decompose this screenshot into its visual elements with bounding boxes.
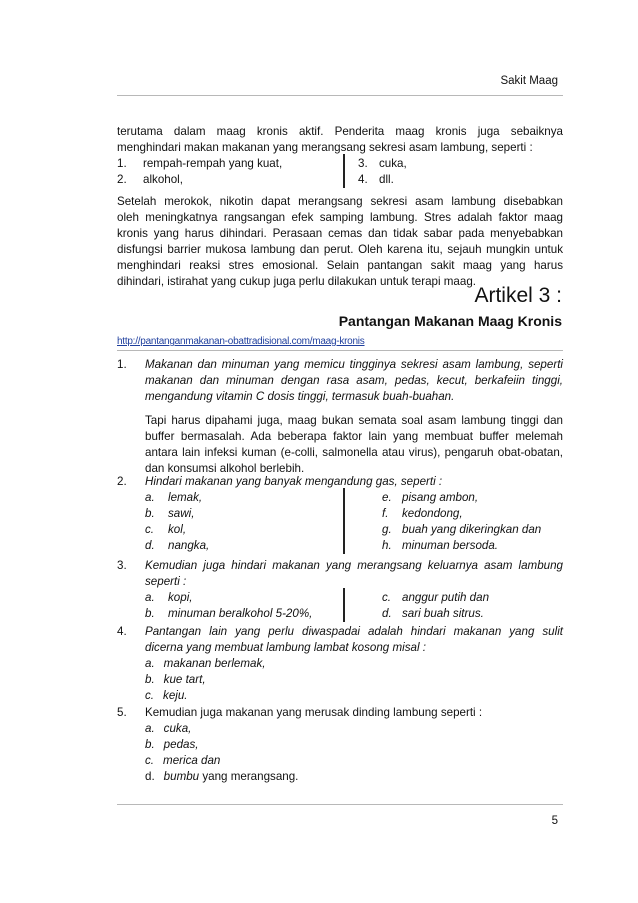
paragraph-line: disfungsi barrier mukosa lambung dan perut. Oleh karena itu, sejauh mungkin untuk <box>117 243 563 256</box>
item-note-line: dan konsumsi alkohol berlebih. <box>145 462 305 475</box>
sub-label: c. <box>145 754 155 767</box>
item-number: 3. <box>117 559 127 572</box>
article-subtitle: Pantangan Makanan Maag Kronis <box>338 313 562 329</box>
item-number: 2. <box>117 475 127 488</box>
sub-label: a. <box>145 591 155 604</box>
item-number: 4. <box>117 625 127 638</box>
column-divider <box>343 488 345 554</box>
sub-text: cuka, <box>163 722 192 735</box>
item-line: Kemudian juga hindari makanan yang merangsang keluarnya asam lambung <box>145 559 563 572</box>
item-number: 5. <box>117 706 127 719</box>
intro-item-text: cuka, <box>379 157 407 170</box>
paragraph-line: oleh meningkatnya rangsangan efek samping lambung. Stres adalah faktor maag <box>117 211 563 224</box>
intro-line-1: terutama dalam maag kronis aktif. Penderita maag kronis juga sebaiknya <box>117 125 563 138</box>
sub-text: nangka, <box>168 539 210 552</box>
paragraph-line: Setelah merokok, nikotin dapat merangsang sekresi asam lambung disebabkan <box>117 195 563 208</box>
item-intro: Hindari makanan yang banyak mengandung gas, seperti : <box>145 475 443 488</box>
sub-text: merica dan <box>163 754 221 767</box>
footer-divider <box>117 804 563 805</box>
sub-text: sari buah sitrus. <box>402 607 484 620</box>
item-intro: Kemudian juga makanan yang merusak dinding lambung seperti : <box>145 706 483 719</box>
sub-text-rest: yang merangsang. <box>199 770 299 783</box>
item-line: makanan dan minuman dengan rasa asam, pedas, kecut, berkafeiin tinggi, <box>145 374 563 387</box>
sub-text: minuman bersoda. <box>402 539 499 552</box>
sub-label: b. <box>145 673 155 686</box>
sub-text: minuman beralkohol 5-20%, <box>168 607 313 620</box>
intro-item-num: 4. <box>358 173 368 186</box>
sub-label: c. <box>145 689 155 702</box>
sub-label: b. <box>145 607 155 620</box>
sub-text: kopi, <box>168 591 193 604</box>
intro-item-num: 3. <box>358 157 368 170</box>
item-note-line: antara lain infeksi kuman (e-colli, salmonella atau virus), pengaruh obat-obatan, <box>145 446 563 459</box>
sub-text: buah yang dikeringkan dan <box>402 523 542 536</box>
list-item-3 <box>117 558 563 620</box>
article-heading: Artikel 3 : <box>474 284 562 307</box>
sub-label: d. <box>382 607 392 620</box>
item-line: seperti : <box>145 575 187 588</box>
intro-item-text: rempah-rempah yang kuat, <box>143 157 283 170</box>
item-note-line: Tapi harus dipahami juga, maag bukan semata soal asam lambung tinggi dan <box>145 414 563 427</box>
header-divider <box>117 95 563 96</box>
sub-text: anggur putih dan <box>402 591 490 604</box>
sub-text: makanan berlemak, <box>163 657 266 670</box>
intro-line-2: menghindari makan makanan yang merangsang sekresi asam lambung, seperti : <box>117 141 533 154</box>
list-item-2 <box>117 474 563 558</box>
sub-label: f. <box>382 507 389 520</box>
sub-label: b. <box>145 738 155 751</box>
list-item-5 <box>117 705 563 785</box>
sub-label: c. <box>145 523 155 536</box>
list-item-4 <box>117 624 563 704</box>
sub-text: kedondong, <box>402 507 463 520</box>
column-divider <box>343 588 345 622</box>
sub-label: g. <box>382 523 392 536</box>
sub-label: d. <box>145 770 155 783</box>
sub-label: a. <box>145 491 155 504</box>
sub-label: e. <box>382 491 392 504</box>
item-number: 1. <box>117 358 127 371</box>
sub-text: lemak, <box>168 491 203 504</box>
sub-label: b. <box>145 507 155 520</box>
source-link[interactable]: http://pantanganmakanan-obattradisional.com/maag-kronis <box>117 336 365 347</box>
sub-text-italic: bumbu <box>163 770 200 783</box>
item-note-line: buffer bermasalah. Ada beberapa faktor lain yang membuat buffer melemah <box>145 430 563 443</box>
item-line: dicerna yang membuat lambung lambat kosong misal : <box>145 641 426 654</box>
sub-text: pedas, <box>163 738 199 751</box>
paragraph-line: dihindari, istirahat yang cukup juga perlu dilakukan untuk terapi maag. <box>117 275 476 288</box>
paragraph-line: kronis yang harus dihindari. Perasaan cemas dan tidak sabar pada menyebabkan <box>117 227 563 240</box>
intro-item-num: 2. <box>117 173 127 186</box>
sub-label: d. <box>145 539 155 552</box>
sub-label: c. <box>382 591 392 604</box>
intro-item-text: dll. <box>379 173 394 186</box>
intro-item-num: 1. <box>117 157 127 170</box>
column-divider <box>343 154 345 188</box>
sub-text: sawi, <box>168 507 195 520</box>
sub-text: kol, <box>168 523 187 536</box>
sub-text: kue tart, <box>163 673 206 686</box>
sub-text: pisang ambon, <box>402 491 479 504</box>
page-number: 5 <box>551 815 558 827</box>
item-line: Pantangan lain yang perlu diwaspadai adalah hindari makanan yang sulit <box>145 625 563 638</box>
sub-label: h. <box>382 539 392 552</box>
item-line: Makanan dan minuman yang memicu tingginya sekresi asam lambung, seperti <box>145 358 563 371</box>
body-paragraph <box>117 194 563 290</box>
intro-item-text: alkohol, <box>143 173 183 186</box>
article-divider <box>117 350 563 351</box>
sub-label: a. <box>145 722 155 735</box>
list-item-1 <box>117 357 563 477</box>
paragraph-line: menghindari reaksi stres emosional. Selain pantangan sakit maag yang harus <box>117 259 563 272</box>
sub-label: a. <box>145 657 155 670</box>
item-line: mengandung vitamin C dosis tinggi, termasuk buah-buahan. <box>145 390 455 403</box>
intro-block <box>117 124 563 156</box>
sub-text: keju. <box>163 689 188 702</box>
running-header: Sakit Maag <box>500 75 558 87</box>
intro-list <box>117 156 563 190</box>
